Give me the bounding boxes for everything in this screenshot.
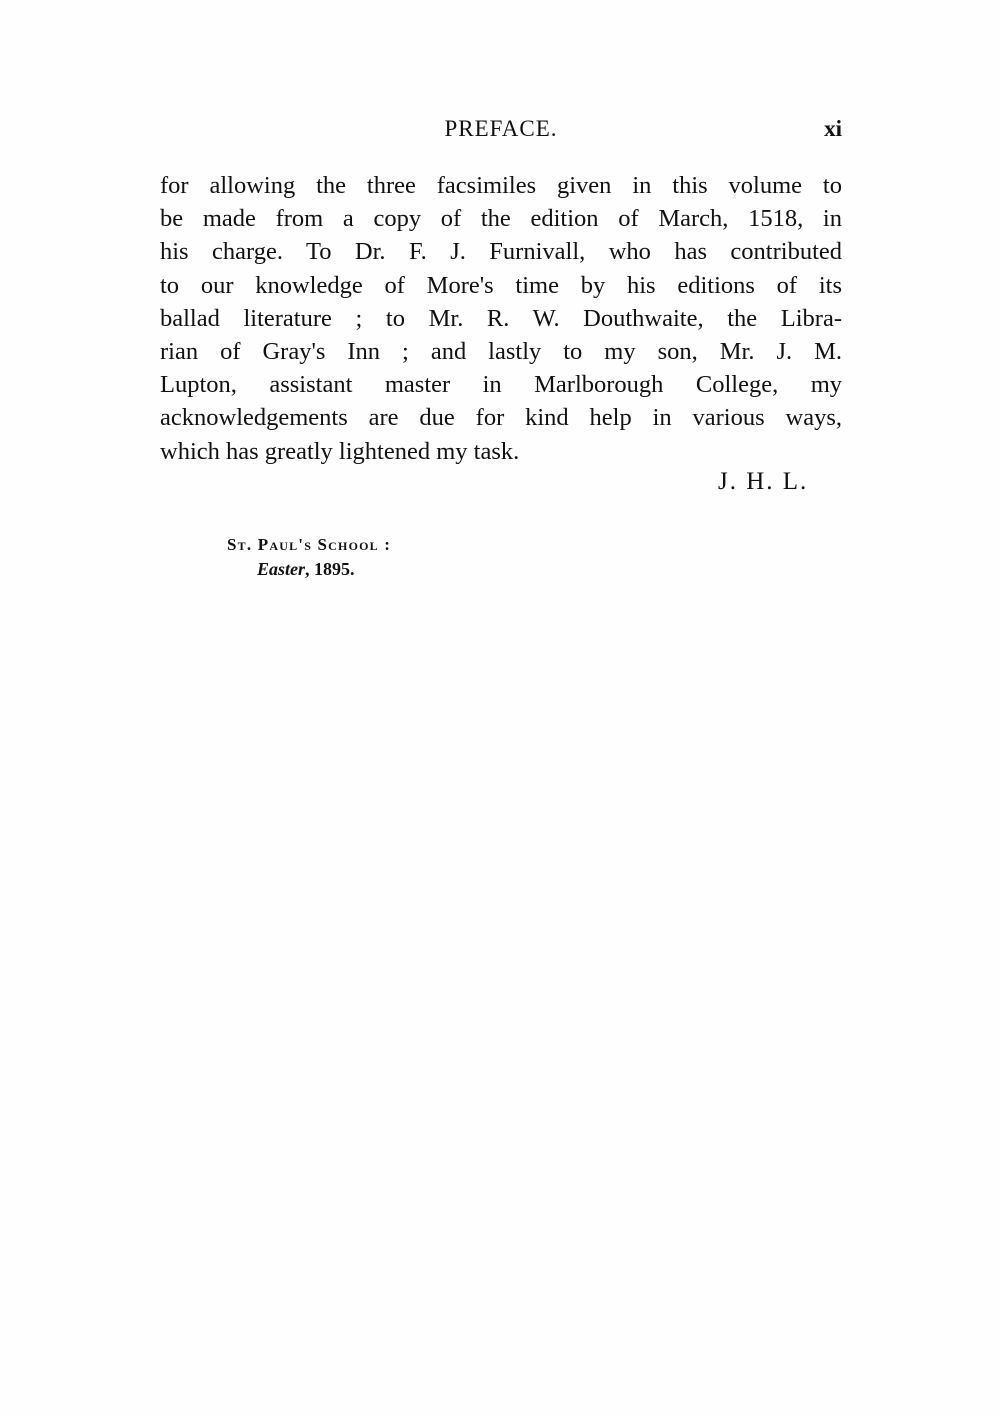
author-initials: J. H. L. [718,468,809,495]
running-title: PREFACE. [444,116,558,141]
preface-paragraph [160,169,842,468]
dateline-date-year: , 1895. [305,559,355,579]
running-head [160,116,842,146]
text-line: be made from a copy of the edition of March, 1518, in [160,205,842,233]
dateline [227,535,391,580]
text-line: ballad literature ; to Mr. R. W. Douthwaite, the Libra- [160,304,842,332]
dateline-date [257,559,391,580]
text-line: acknowledgements are due for kind help in various ways, [160,404,842,432]
text-line: rian of Gray's Inn ; and lastly to my son, Mr. J. M. [160,337,842,365]
dateline-place: St. Paul's School : [227,535,392,554]
text-line: to our knowledge of More's time by his editions of its [160,271,842,299]
text-line: his charge. To Dr. F. J. Furnivall, who has contributed [160,238,842,266]
page-number: xi [824,116,842,141]
text-line: which has greatly lightened my task. [160,437,520,465]
text-line: for allowing the three facsimiles given in this volume to [160,172,842,199]
dateline-date-season: Easter [257,559,306,579]
text-line: Lupton, assistant master in Marlborough College, my [160,371,842,399]
